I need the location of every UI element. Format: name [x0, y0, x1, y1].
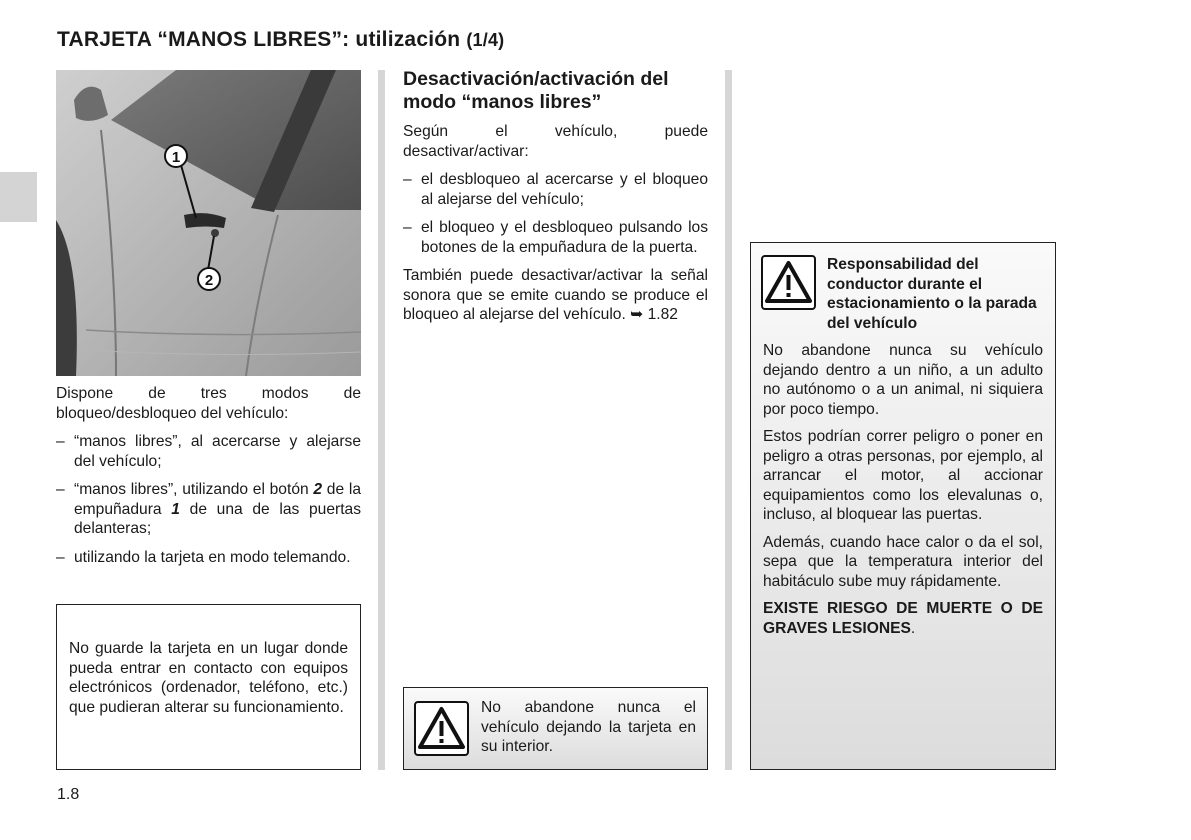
handle-button [211, 229, 219, 237]
warning-triangle-icon [761, 255, 816, 310]
page-title-text: TARJETA “MANOS LIBRES”: utilización [57, 28, 461, 51]
left-item2-text-a: “manos libres”, utilizando el botón [74, 481, 309, 498]
warning-emphasis-text: EXISTE RIESGO DE MUERTE O DE GRAVES LESIONES [763, 600, 1043, 637]
warning-para: Estos podrían correr peligro o poner en peligro a otras personas, por ejemplo, al arrancar el motor, al accionar equipamientos como los elevalunas o, incluso, al bloquear las puertas. [763, 428, 1043, 523]
left-column [56, 384, 361, 567]
left-item2-ref-2: 2 [313, 481, 323, 498]
warning-box-small [403, 687, 708, 770]
warning-para: No abandone nunca su vehículo dejando dentro a un niño, a un adulto no autónomo o a un animal, ni siquiera por poco tiempo. [763, 342, 1043, 418]
page-title-suffix: (1/4) [466, 30, 505, 50]
page-number: 1.8 [57, 786, 80, 803]
door-handle-illustration [56, 70, 361, 376]
warning-emphasis-end: . [910, 619, 916, 637]
column-separator-left [378, 70, 385, 770]
warning-para: Además, cuando hace calor o da el sol, sepa que la temperatura interior del habitáculo sube muy rápidamente. [763, 533, 1043, 590]
middle-column [403, 68, 708, 325]
middle-list-item: – el bloqueo y el desbloqueo pulsando los botones de la empuñadura de la puerta. [403, 218, 708, 257]
left-list-item: – “manos libres”, al acercarse y alejarse del vehículo; [56, 432, 361, 471]
section-heading: Desactivación/activación del modo “manos libres” [403, 68, 669, 113]
warning-title: Responsabilidad del conductor durante el estacionamiento o la parada del vehículo [827, 256, 1037, 332]
page-ref-arrow-icon: ➥ [630, 306, 644, 323]
middle-list-item: – el desbloqueo al acercarse y el bloqueo al alejarse del vehículo; [403, 170, 708, 209]
left-item2-text-b: de la empuñadura [74, 481, 361, 518]
warning-body [763, 341, 1043, 638]
warning-emphasis [763, 599, 1043, 638]
left-list-item: – utilizando la tarjeta en modo telemando. [56, 548, 361, 568]
middle-paragraph-text: También puede desactivar/activar la señal sonora que se emite cuando se produce el bloqueo al alejarse del vehículo. [403, 267, 708, 323]
warning-triangle-icon [414, 701, 469, 756]
page-ref-link[interactable]: 1.82 [647, 306, 678, 323]
callout-2-label: 2 [204, 272, 214, 289]
note-box [56, 604, 361, 770]
left-item2-ref-1: 1 [171, 500, 180, 518]
left-intro: Dispone de tres modos de bloqueo/desbloqueo del vehículo: [56, 385, 361, 422]
left-item2-text-c: de una de las puertas delanteras; [74, 500, 361, 537]
callout-1-label: 1 [171, 149, 181, 166]
warning-small-text: No abandone nunca el vehículo dejando la tarjeta en su interior. [481, 699, 696, 755]
warning-box-large [750, 242, 1056, 770]
callout-1 [165, 145, 187, 167]
middle-intro: Según el vehículo, puede desactivar/activar: [403, 123, 708, 160]
note-box-text: No guarde la tarjeta en un lugar donde pueda entrar en contacto con equipos electrónicos (ordenador, teléfono, etc.) que pudieran alterar su funcionamiento. [69, 640, 348, 716]
page-title [57, 28, 504, 52]
door-illustration-svg [56, 70, 361, 376]
left-list-item [56, 480, 361, 539]
column-separator-right [725, 70, 732, 770]
chapter-tab [0, 172, 37, 222]
middle-paragraph [403, 266, 708, 325]
callout-2 [198, 268, 220, 290]
